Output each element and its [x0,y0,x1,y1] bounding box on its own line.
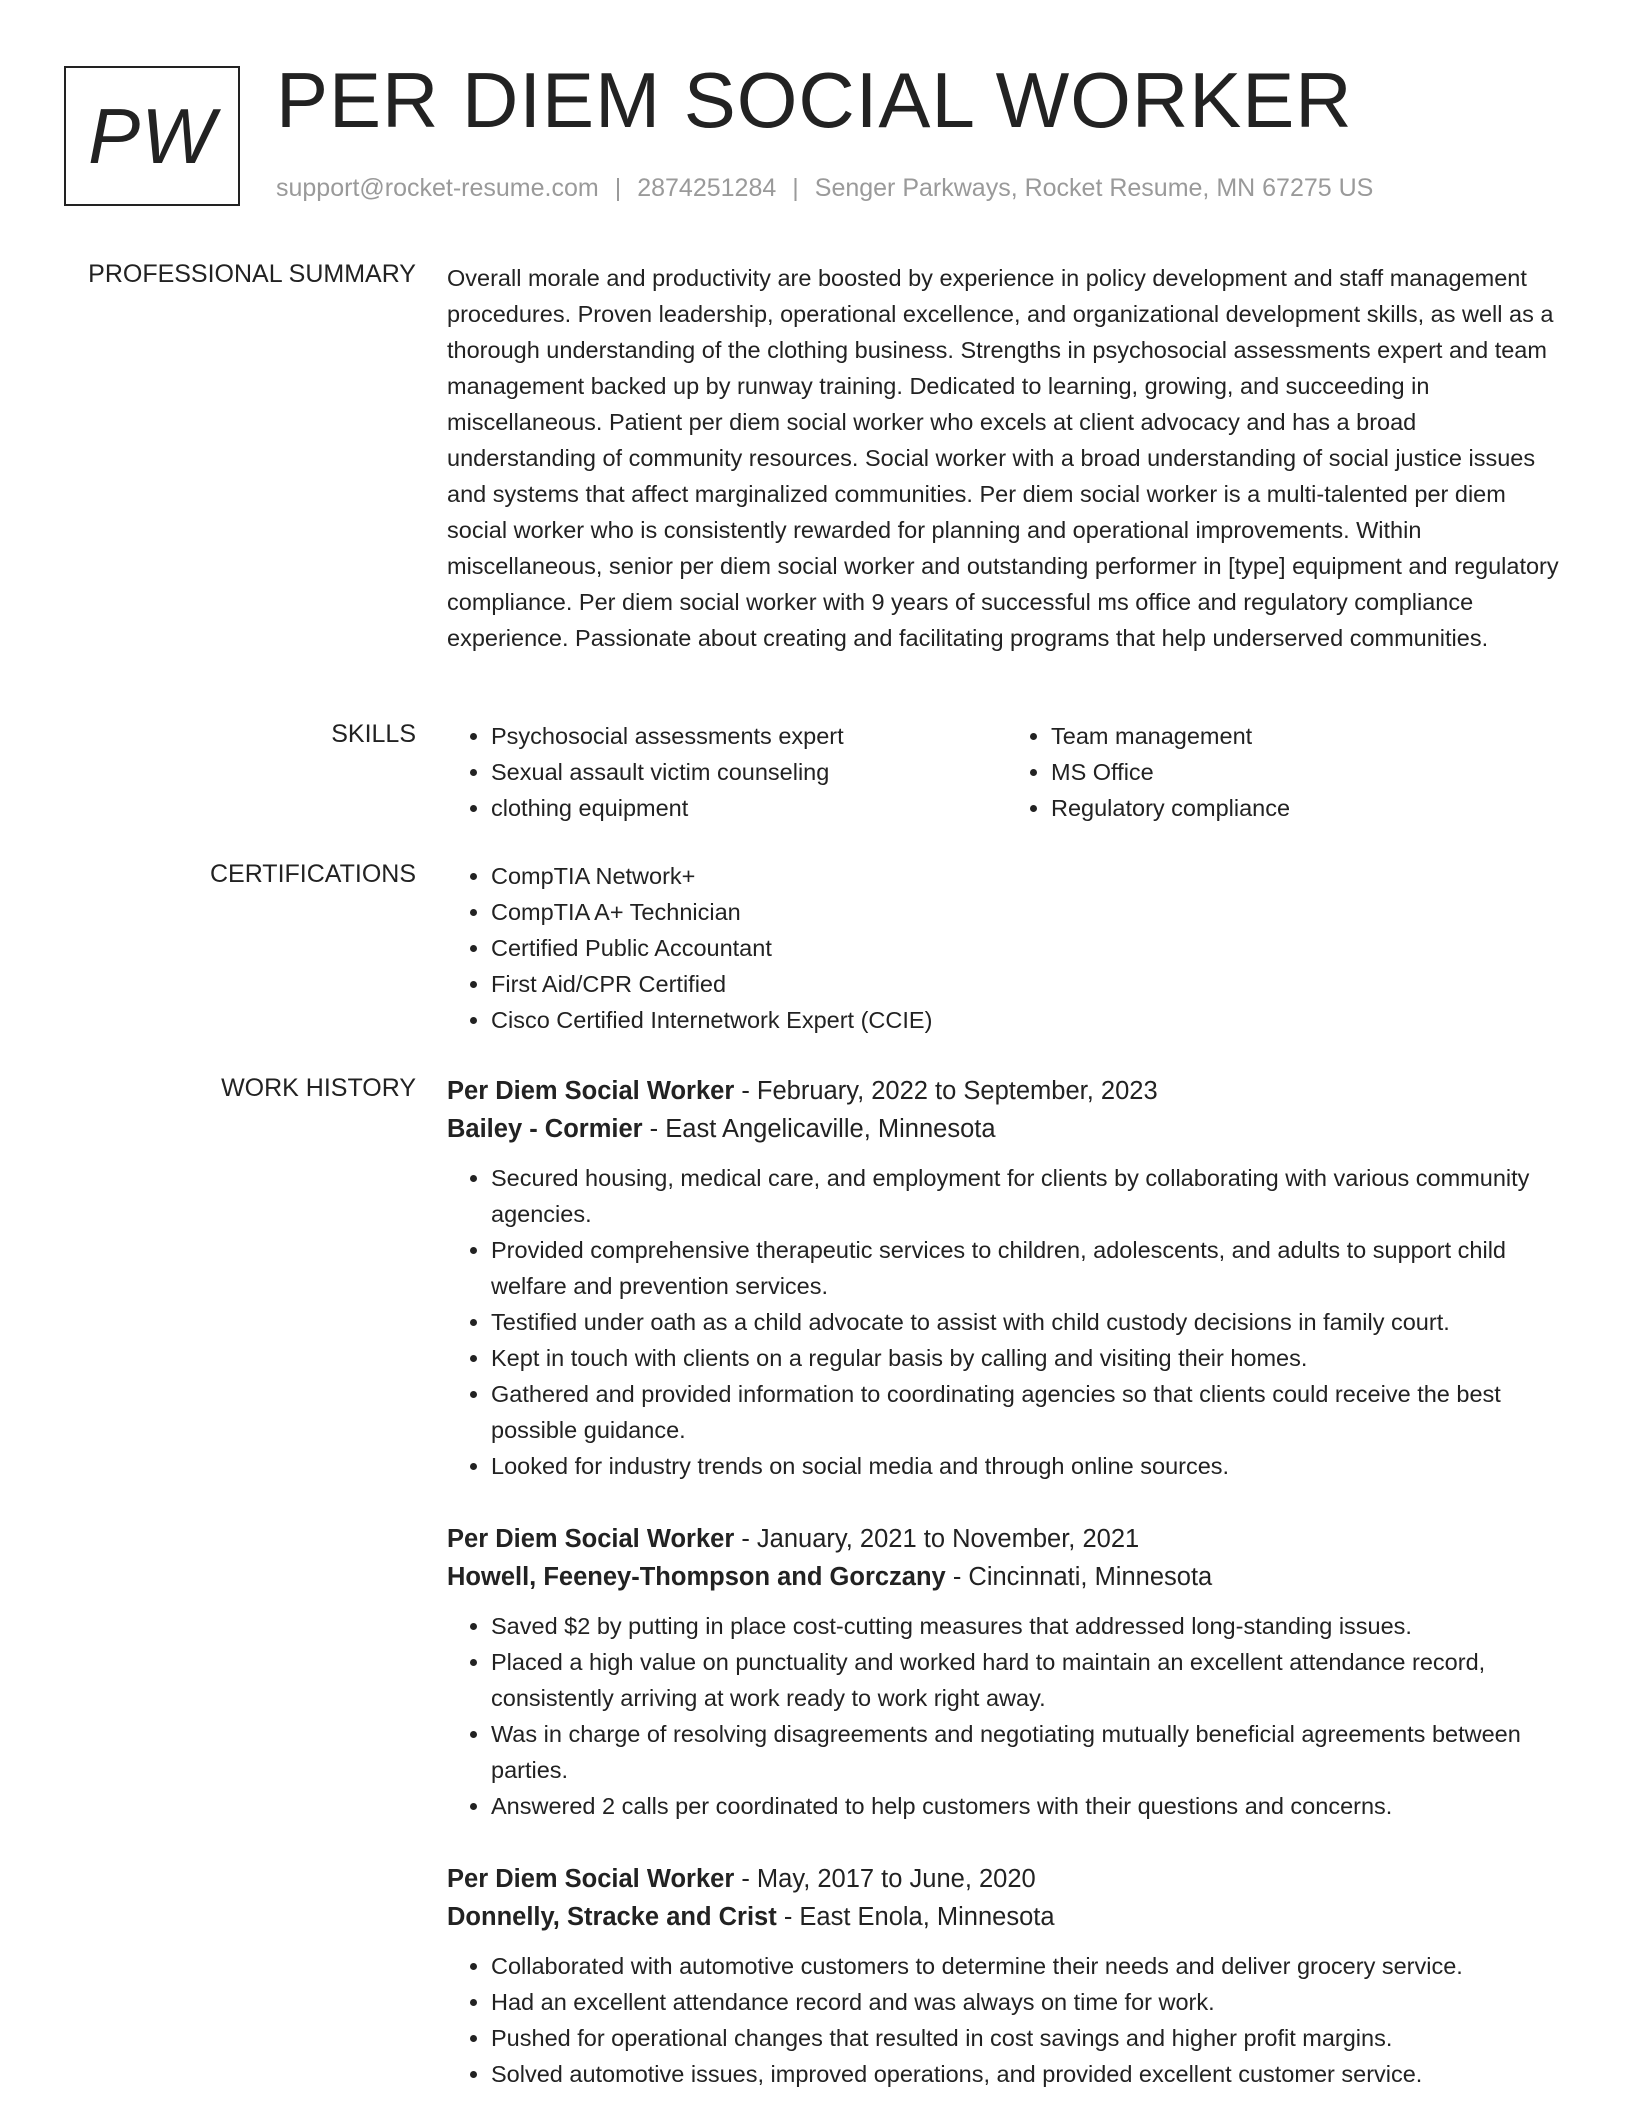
skill-item: • Psychosocial assessments expert [491,718,1007,754]
contact-separator: | [614,174,622,202]
work-history-body [447,1072,1567,2128]
summary-label: PROFESSIONAL SUMMARY [88,260,416,288]
job-title-line [447,1072,1567,1110]
job-company: Howell, Feeney-Thompson and Gorczany [447,1563,946,1591]
certifications-label: CERTIFICATIONS [209,860,416,888]
job-bullet: • Was in charge of resolving disagreements and negotiating mutually beneficial agreements between parties. [491,1716,1567,1788]
contact-address: Senger Parkways, Rocket Resume, MN 67275 US [814,174,1374,202]
resume-name-title: PER DIEM SOCIAL WORKER [276,56,1353,144]
job-bullet: • Provided comprehensive therapeutic services to children, adolescents, and adults to support child welfare and prevention services. [491,1232,1567,1304]
job-bullets [447,1948,1567,2092]
job-company: Bailey - Cormier [447,1115,643,1143]
job-location: - Cincinnati, Minnesota [952,1563,1213,1591]
certification-item: • Certified Public Accountant [491,930,1567,966]
job-bullet: • Answered 2 calls per coordinated to help customers with their questions and concerns. [491,1788,1567,1824]
job-bullets [447,1160,1567,1484]
job-bullet: • Placed a high value on punctuality and worked hard to maintain an excellent attendance record, consistently arriving at work ready to work right away. [491,1644,1567,1716]
job-bullet: • Looked for industry trends on social media and through online sources. [491,1448,1567,1484]
job-bullet: • Collaborated with automotive customers to determine their needs and deliver grocery service. [491,1948,1567,1984]
job-dates: - January, 2021 to November, 2021 [741,1525,1140,1553]
job-dates: - May, 2017 to June, 2020 [741,1865,1036,1893]
job-company: Donnelly, Stracke and Crist [447,1903,777,1931]
skills-body [447,718,1567,826]
skill-item: • MS Office [1051,754,1567,790]
job-title-line [447,1520,1567,1558]
job-bullet: • Secured housing, medical care, and employment for clients by collaborating with various community agencies. [491,1160,1567,1232]
job-entry [447,1072,1567,1484]
skill-item: • Regulatory compliance [1051,790,1567,826]
job-company-line [447,1898,1567,1936]
work-history-label: WORK HISTORY [221,1074,416,1102]
job-location: - East Enola, Minnesota [783,1903,1055,1931]
job-bullet: • Pushed for operational changes that resulted in cost savings and higher profit margins. [491,2020,1567,2056]
job-company-line [447,1110,1567,1148]
job-dates: - February, 2022 to September, 2023 [741,1077,1158,1105]
job-location: - East Angelicaville, Minnesota [649,1115,996,1143]
job-entry [447,1860,1567,2092]
job-company-line [447,1558,1567,1596]
job-title: Per Diem Social Worker [447,1865,735,1893]
skill-item: • Team management [1051,718,1567,754]
job-bullets [447,1608,1567,1824]
skills-list-right [1007,718,1567,826]
job-bullet: • Gathered and provided information to coordinating agencies so that clients could receive the best possible guidance. [491,1376,1567,1448]
contact-separator: | [792,174,799,202]
certifications-list [447,858,1567,1038]
skill-item: • Sexual assault victim counseling [491,754,1007,790]
contact-line [276,174,1373,203]
certification-item: • Cisco Certified Internetwork Expert (CCIE) [491,1002,1567,1038]
job-bullet: • Had an excellent attendance record and was always on time for work. [491,1984,1567,2020]
job-bullet: • Saved $2 by putting in place cost-cutting measures that addressed long-standing issues. [491,1608,1567,1644]
initials-monogram: PW [64,66,240,206]
certifications-body [447,858,1567,1038]
job-bullet: • Solved automotive issues, improved operations, and provided excellent customer service. [491,2056,1567,2092]
certification-item: • CompTIA Network+ [491,858,1567,894]
certification-item: • CompTIA A+ Technician [491,894,1567,930]
skills-list-left [447,718,1007,826]
job-title: Per Diem Social Worker [447,1525,735,1553]
job-title-line [447,1860,1567,1898]
job-bullet: • Testified under oath as a child advocate to assist with child custody decisions in family court. [491,1304,1567,1340]
skills-label: SKILLS [331,720,416,748]
job-entry [447,1520,1567,1824]
job-title: Per Diem Social Worker [447,1077,735,1105]
contact-phone: 2874251284 [637,174,777,202]
certification-item: • First Aid/CPR Certified [491,966,1567,1002]
summary-text: Overall morale and productivity are boosted by experience in policy development and staff management procedures. Proven leadership, operational excellence, and organizational development skills, as well as a thorough understanding of the clothing business. Strengths in psychosocial assessments expert and team management backed up by runway training. Dedicated to learning, growing, and succeeding in miscellaneous. Patient per diem social worker who excels at client advocacy and has a broad understanding of community resources. Social worker with a broad understanding of social justice issues and systems that affect marginalized communities. Per diem social worker is a multi-talented per diem social worker who is consistently rewarded for planning and operational improvements. Within miscellaneous, senior per diem social worker and outstanding performer in [type] equipment and regulatory compliance. Per diem social worker with 9 years of successful ms office and regulatory compliance experience. Passionate about creating and facilitating programs that help underserved communities. [447,265,1559,651]
job-bullet: • Kept in touch with clients on a regular basis by calling and visiting their homes. [491,1340,1567,1376]
skill-item: • clothing equipment [491,790,1007,826]
contact-email: support@rocket-resume.com [276,174,599,202]
